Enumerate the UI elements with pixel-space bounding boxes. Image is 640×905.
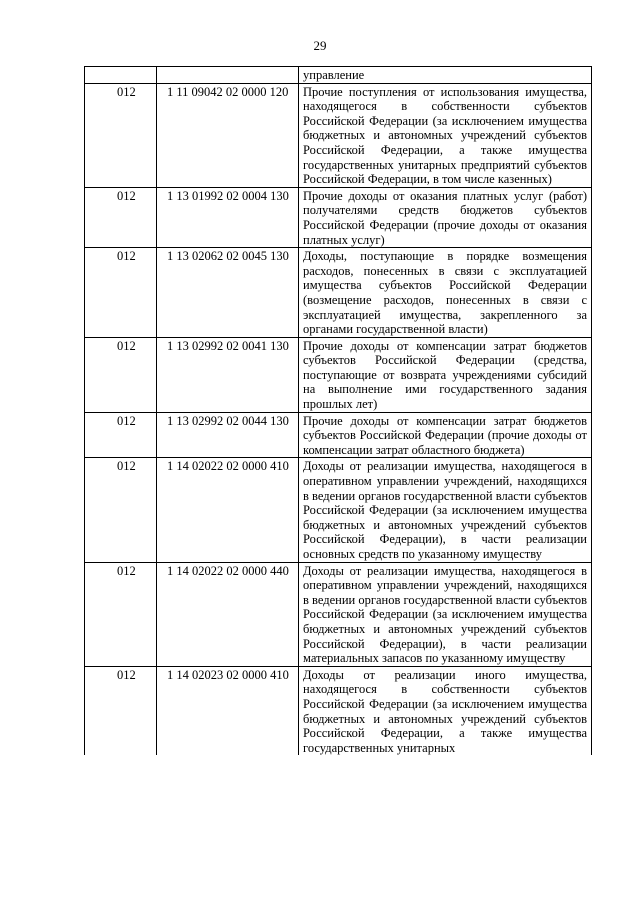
admin-code-cell: 012 (85, 248, 157, 338)
revenue-description-cell: управление (299, 67, 592, 84)
table-row (85, 187, 592, 247)
table-row (85, 337, 592, 412)
table-row (85, 83, 592, 187)
budget-code-cell: 1 14 02022 02 0000 440 (157, 562, 299, 666)
table-row (85, 412, 592, 458)
table-row (85, 666, 592, 755)
admin-code-cell: 012 (85, 187, 157, 247)
admin-code-cell: 012 (85, 412, 157, 458)
table-row (85, 562, 592, 666)
table-row (85, 67, 592, 84)
revenue-description-cell: Доходы от реализации имущества, находящегося в оперативном управлении учреждений, находящихся в ведении органов государственной власти субъектов Российской Федерации (за исключением имущества бюджетных и автономных учреждений субъектов Российской Федерации), в части реализации основных средств по указанному имуществу (299, 458, 592, 562)
revenue-description-cell: Прочие доходы от оказания платных услуг (работ) получателями средств бюджетов субъектов Российской Федерации (прочие доходы от оказания платных услуг) (299, 187, 592, 247)
page-number: 29 (313, 38, 327, 53)
revenue-description-cell: Доходы от реализации иного имущества, находящегося в собственности субъектов Российской Федерации (за исключением имущества бюджетных и автономных учреждений субъектов Российской Федерации, а также имущества государственных унитарных (299, 666, 592, 755)
budget-code-cell: 1 13 02992 02 0041 130 (157, 337, 299, 412)
budget-code-cell: 1 14 02023 02 0000 410 (157, 666, 299, 755)
revenue-description-cell: Прочие поступления от использования имущества, находящегося в собственности субъектов Российской Федерации (за исключением имущества бюджетных и автономных учреждений субъектов Российской Федерации, а также имущества государственных унитарных предприятий субъектов Российской Федерации, в том числе казенных) (299, 83, 592, 187)
table-row (85, 458, 592, 562)
table-row (85, 248, 592, 338)
revenue-description-cell: Прочие доходы от компенсации затрат бюджетов субъектов Российской Федерации (средства, поступающие от возврата учреждениями субсидий на выполнение ими государственного задания прошлых лет) (299, 337, 592, 412)
admin-code-cell: 012 (85, 458, 157, 562)
budget-code-cell (157, 67, 299, 84)
budget-code-cell: 1 14 02022 02 0000 410 (157, 458, 299, 562)
admin-code-cell: 012 (85, 562, 157, 666)
admin-code-cell: 012 (85, 83, 157, 187)
revenue-description-cell: Прочие доходы от компенсации затрат бюджетов субъектов Российской Федерации (прочие доходы от компенсации затрат областного бюджета) (299, 412, 592, 458)
budget-code-cell: 1 13 02062 02 0045 130 (157, 248, 299, 338)
admin-code-cell: 012 (85, 666, 157, 755)
revenue-description-cell: Доходы от реализации имущества, находящегося в оперативном управлении учреждений, находящихся в ведении органов государственной власти субъектов Российской Федерации (за исключением имущества бюджетных и автономных учреждений субъектов Российской Федерации), в части реализации материальных запасов по указанному имуществу (299, 562, 592, 666)
admin-code-cell (85, 67, 157, 84)
budget-classification-table (84, 66, 592, 755)
budget-code-cell: 1 13 01992 02 0004 130 (157, 187, 299, 247)
admin-code-cell: 012 (85, 337, 157, 412)
budget-code-cell: 1 11 09042 02 0000 120 (157, 83, 299, 187)
budget-code-cell: 1 13 02992 02 0044 130 (157, 412, 299, 458)
revenue-description-cell: Доходы, поступающие в порядке возмещения расходов, понесенных в связи с эксплуатацией имущества субъектов Российской Федерации (возмещение расходов, понесенных в связи с эксплуатацией имущества, закрепленного за органами государственной власти) (299, 248, 592, 338)
